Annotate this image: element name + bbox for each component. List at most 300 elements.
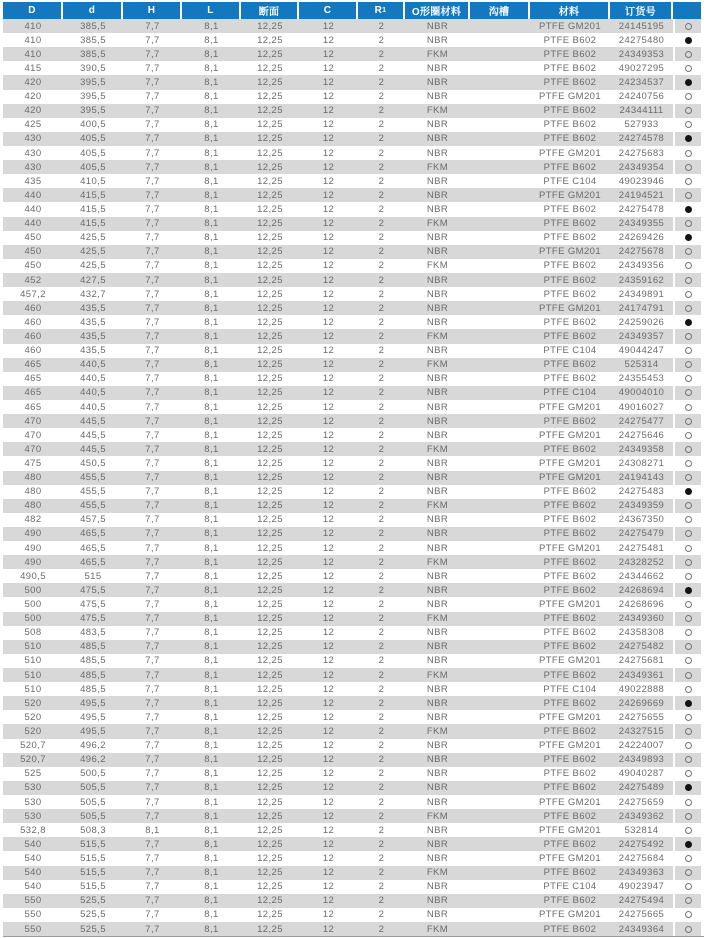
cell-order-number: 49022888 bbox=[610, 682, 673, 696]
cell-availability-status bbox=[675, 90, 701, 104]
cell-availability-status bbox=[675, 442, 701, 456]
table-row bbox=[3, 90, 704, 104]
table-row bbox=[3, 245, 704, 259]
cell-oring-material: NBR bbox=[405, 33, 470, 47]
cell-D: 420 bbox=[3, 104, 63, 118]
cell-oring-material: NBR bbox=[405, 880, 470, 894]
cell-groove bbox=[470, 301, 530, 315]
cell-material: PTFE B602 bbox=[530, 781, 610, 795]
cell-material: PTFE GM201 bbox=[530, 710, 610, 724]
cell-order-number: 24275665 bbox=[610, 908, 673, 922]
cell-oring-material: NBR bbox=[405, 386, 470, 400]
column-header-label: 沟槽 bbox=[488, 7, 510, 18]
cell-C: 12 bbox=[299, 90, 358, 104]
cell-C: 12 bbox=[299, 527, 358, 541]
cell-groove bbox=[470, 33, 530, 47]
cell-R1: 2 bbox=[358, 555, 405, 569]
cell-H: 7,7 bbox=[123, 710, 182, 724]
cell-availability-status bbox=[675, 654, 701, 668]
cell-oring-material: FKM bbox=[405, 724, 470, 738]
cell-order-number: 24349358 bbox=[610, 442, 673, 456]
cell-material: PTFE B602 bbox=[530, 414, 610, 428]
cell-availability-status bbox=[675, 597, 701, 611]
cell-oring-material: FKM bbox=[405, 809, 470, 823]
open-circle-icon bbox=[685, 361, 692, 368]
cell-D: 540 bbox=[3, 866, 63, 880]
table-row bbox=[3, 837, 704, 851]
cell-order-number: 24349361 bbox=[610, 668, 673, 682]
cell-oring-material: NBR bbox=[405, 527, 470, 541]
cell-material: PTFE B602 bbox=[530, 329, 610, 343]
cell-L: 8,1 bbox=[182, 795, 241, 809]
open-circle-icon bbox=[685, 375, 692, 382]
cell-order-number: 24275646 bbox=[610, 428, 673, 442]
cell-D: 470 bbox=[3, 414, 63, 428]
cell-C: 12 bbox=[299, 597, 358, 611]
cell-material: PTFE B602 bbox=[530, 485, 610, 499]
cell-oring-material: NBR bbox=[405, 640, 470, 654]
cell-duanmian: 12,25 bbox=[241, 513, 299, 527]
cell-H: 7,7 bbox=[123, 880, 182, 894]
cell-D: 500 bbox=[3, 597, 63, 611]
cell-oring-material: NBR bbox=[405, 894, 470, 908]
cell-C: 12 bbox=[299, 61, 358, 75]
cell-d: 515 bbox=[63, 569, 123, 583]
cell-R1: 2 bbox=[358, 132, 405, 146]
table-row bbox=[3, 118, 704, 132]
open-circle-icon bbox=[685, 220, 692, 227]
cell-order-number: 24349353 bbox=[610, 47, 673, 61]
cell-R1: 2 bbox=[358, 499, 405, 513]
cell-duanmian: 12,25 bbox=[241, 202, 299, 216]
cell-H: 7,7 bbox=[123, 668, 182, 682]
cell-material: PTFE C104 bbox=[530, 880, 610, 894]
cell-material: PTFE B602 bbox=[530, 866, 610, 880]
cell-groove bbox=[470, 527, 530, 541]
cell-D: 430 bbox=[3, 146, 63, 160]
cell-L: 8,1 bbox=[182, 118, 241, 132]
cell-order-number: 24349356 bbox=[610, 259, 673, 273]
cell-groove bbox=[470, 217, 530, 231]
filled-circle-icon bbox=[685, 234, 692, 241]
cell-L: 8,1 bbox=[182, 75, 241, 89]
cell-groove bbox=[470, 866, 530, 880]
open-circle-icon bbox=[685, 121, 692, 128]
cell-availability-status bbox=[675, 456, 701, 470]
cell-H: 7,7 bbox=[123, 866, 182, 880]
cell-D: 540 bbox=[3, 851, 63, 865]
cell-groove bbox=[470, 75, 530, 89]
cell-D: 465 bbox=[3, 386, 63, 400]
open-circle-icon bbox=[685, 404, 692, 411]
cell-d: 505,5 bbox=[63, 795, 123, 809]
cell-d: 496,2 bbox=[63, 753, 123, 767]
table-row bbox=[3, 513, 704, 527]
cell-duanmian: 12,25 bbox=[241, 527, 299, 541]
cell-duanmian: 12,25 bbox=[241, 541, 299, 555]
cell-H: 7,7 bbox=[123, 132, 182, 146]
cell-oring-material: FKM bbox=[405, 866, 470, 880]
cell-material: PTFE GM201 bbox=[530, 795, 610, 809]
cell-d: 485,5 bbox=[63, 640, 123, 654]
cell-material: PTFE B602 bbox=[530, 922, 610, 936]
cell-availability-status bbox=[675, 245, 701, 259]
cell-oring-material: NBR bbox=[405, 428, 470, 442]
cell-material: PTFE B602 bbox=[530, 160, 610, 174]
cell-groove bbox=[470, 908, 530, 922]
cell-R1: 2 bbox=[358, 767, 405, 781]
cell-C: 12 bbox=[299, 654, 358, 668]
cell-availability-status bbox=[675, 682, 701, 696]
cell-H: 7,7 bbox=[123, 922, 182, 936]
cell-duanmian: 12,25 bbox=[241, 414, 299, 428]
cell-D: 530 bbox=[3, 781, 63, 795]
cell-L: 8,1 bbox=[182, 160, 241, 174]
cell-L: 8,1 bbox=[182, 654, 241, 668]
cell-order-number: 49016027 bbox=[610, 400, 673, 414]
open-circle-icon bbox=[685, 672, 692, 679]
cell-D: 530 bbox=[3, 795, 63, 809]
cell-order-number: 24269669 bbox=[610, 696, 673, 710]
cell-d: 450,5 bbox=[63, 456, 123, 470]
cell-R1: 2 bbox=[358, 414, 405, 428]
cell-oring-material: FKM bbox=[405, 217, 470, 231]
filled-circle-icon bbox=[685, 841, 692, 848]
cell-H: 7,7 bbox=[123, 555, 182, 569]
open-circle-icon bbox=[685, 573, 692, 580]
cell-duanmian: 12,25 bbox=[241, 668, 299, 682]
open-circle-icon bbox=[685, 262, 692, 269]
cell-L: 8,1 bbox=[182, 174, 241, 188]
cell-C: 12 bbox=[299, 710, 358, 724]
cell-R1: 2 bbox=[358, 146, 405, 160]
cell-D: 510 bbox=[3, 654, 63, 668]
cell-L: 8,1 bbox=[182, 866, 241, 880]
cell-material: PTFE GM201 bbox=[530, 739, 610, 753]
cell-duanmian: 12,25 bbox=[241, 245, 299, 259]
cell-duanmian: 12,25 bbox=[241, 456, 299, 470]
cell-H: 7,7 bbox=[123, 851, 182, 865]
cell-R1: 2 bbox=[358, 456, 405, 470]
cell-R1: 2 bbox=[358, 174, 405, 188]
cell-groove bbox=[470, 696, 530, 710]
open-circle-icon bbox=[685, 827, 692, 834]
cell-D: 440 bbox=[3, 202, 63, 216]
cell-material: PTFE B602 bbox=[530, 118, 610, 132]
cell-D: 452 bbox=[3, 273, 63, 287]
cell-order-number: 527933 bbox=[610, 118, 673, 132]
filled-circle-icon bbox=[685, 319, 692, 326]
cell-material: PTFE GM201 bbox=[530, 456, 610, 470]
cell-oring-material: NBR bbox=[405, 118, 470, 132]
cell-R1: 2 bbox=[358, 739, 405, 753]
cell-L: 8,1 bbox=[182, 513, 241, 527]
cell-C: 12 bbox=[299, 668, 358, 682]
cell-H: 7,7 bbox=[123, 781, 182, 795]
cell-R1: 2 bbox=[358, 259, 405, 273]
cell-C: 12 bbox=[299, 569, 358, 583]
cell-H: 7,7 bbox=[123, 569, 182, 583]
cell-groove bbox=[470, 880, 530, 894]
cell-duanmian: 12,25 bbox=[241, 597, 299, 611]
cell-groove bbox=[470, 795, 530, 809]
table-row bbox=[3, 809, 704, 823]
cell-R1: 2 bbox=[358, 19, 405, 33]
cell-groove bbox=[470, 485, 530, 499]
table-row bbox=[3, 259, 704, 273]
cell-availability-status bbox=[675, 231, 701, 245]
cell-oring-material: FKM bbox=[405, 555, 470, 569]
cell-H: 7,7 bbox=[123, 837, 182, 851]
cell-R1: 2 bbox=[358, 837, 405, 851]
cell-oring-material: NBR bbox=[405, 301, 470, 315]
cell-L: 8,1 bbox=[182, 428, 241, 442]
cell-R1: 2 bbox=[358, 866, 405, 880]
cell-order-number: 24234537 bbox=[610, 75, 673, 89]
cell-L: 8,1 bbox=[182, 908, 241, 922]
cell-duanmian: 12,25 bbox=[241, 922, 299, 936]
cell-R1: 2 bbox=[358, 922, 405, 936]
open-circle-icon bbox=[685, 164, 692, 171]
cell-duanmian: 12,25 bbox=[241, 160, 299, 174]
cell-H: 7,7 bbox=[123, 682, 182, 696]
cell-d: 435,5 bbox=[63, 344, 123, 358]
cell-R1: 2 bbox=[358, 61, 405, 75]
cell-R1: 2 bbox=[358, 358, 405, 372]
cell-material: PTFE B602 bbox=[530, 273, 610, 287]
cell-L: 8,1 bbox=[182, 668, 241, 682]
cell-d: 405,5 bbox=[63, 132, 123, 146]
cell-d: 483,5 bbox=[63, 626, 123, 640]
cell-D: 420 bbox=[3, 90, 63, 104]
cell-L: 8,1 bbox=[182, 753, 241, 767]
cell-groove bbox=[470, 555, 530, 569]
cell-availability-status bbox=[675, 626, 701, 640]
cell-availability-status bbox=[675, 555, 701, 569]
cell-D: 520 bbox=[3, 710, 63, 724]
open-circle-icon bbox=[685, 107, 692, 114]
cell-oring-material: FKM bbox=[405, 47, 470, 61]
cell-d: 427,5 bbox=[63, 273, 123, 287]
cell-availability-status bbox=[675, 132, 701, 146]
open-circle-icon bbox=[685, 65, 692, 72]
table-row bbox=[3, 414, 704, 428]
cell-order-number: 24268696 bbox=[610, 597, 673, 611]
cell-d: 475,5 bbox=[63, 612, 123, 626]
cell-C: 12 bbox=[299, 485, 358, 499]
table-row bbox=[3, 555, 704, 569]
cell-R1: 2 bbox=[358, 597, 405, 611]
cell-D: 500 bbox=[3, 583, 63, 597]
cell-R1: 2 bbox=[358, 513, 405, 527]
cell-material: PTFE B602 bbox=[530, 75, 610, 89]
cell-order-number: 49040287 bbox=[610, 767, 673, 781]
cell-duanmian: 12,25 bbox=[241, 823, 299, 837]
cell-R1: 2 bbox=[358, 612, 405, 626]
cell-material: PTFE B602 bbox=[530, 894, 610, 908]
cell-R1: 2 bbox=[358, 400, 405, 414]
table-row bbox=[3, 273, 704, 287]
cell-C: 12 bbox=[299, 809, 358, 823]
cell-R1: 2 bbox=[358, 809, 405, 823]
cell-d: 415,5 bbox=[63, 188, 123, 202]
cell-material: PTFE B602 bbox=[530, 837, 610, 851]
cell-H: 7,7 bbox=[123, 386, 182, 400]
cell-oring-material: NBR bbox=[405, 851, 470, 865]
cell-H: 7,7 bbox=[123, 626, 182, 640]
cell-D: 440 bbox=[3, 188, 63, 202]
cell-material: PTFE B602 bbox=[530, 287, 610, 301]
open-circle-icon bbox=[685, 926, 692, 933]
filled-circle-icon bbox=[685, 37, 692, 44]
cell-material: PTFE B602 bbox=[530, 724, 610, 738]
cell-D: 460 bbox=[3, 344, 63, 358]
cell-d: 505,5 bbox=[63, 781, 123, 795]
open-circle-icon bbox=[685, 883, 692, 890]
cell-oring-material: NBR bbox=[405, 597, 470, 611]
cell-H: 7,7 bbox=[123, 513, 182, 527]
cell-material: PTFE B602 bbox=[530, 527, 610, 541]
cell-H: 7,7 bbox=[123, 456, 182, 470]
cell-oring-material: NBR bbox=[405, 19, 470, 33]
cell-oring-material: NBR bbox=[405, 908, 470, 922]
open-circle-icon bbox=[685, 502, 692, 509]
cell-groove bbox=[470, 894, 530, 908]
cell-L: 8,1 bbox=[182, 132, 241, 146]
cell-groove bbox=[470, 202, 530, 216]
cell-material: PTFE GM201 bbox=[530, 19, 610, 33]
table-row bbox=[3, 767, 704, 781]
column-header-groove bbox=[470, 2, 530, 19]
cell-order-number: 24224007 bbox=[610, 739, 673, 753]
cell-duanmian: 12,25 bbox=[241, 569, 299, 583]
table-row bbox=[3, 202, 704, 216]
cell-duanmian: 12,25 bbox=[241, 146, 299, 160]
cell-duanmian: 12,25 bbox=[241, 61, 299, 75]
cell-duanmian: 12,25 bbox=[241, 75, 299, 89]
cell-material: PTFE GM201 bbox=[530, 400, 610, 414]
cell-D: 465 bbox=[3, 358, 63, 372]
cell-R1: 2 bbox=[358, 301, 405, 315]
cell-H: 7,7 bbox=[123, 809, 182, 823]
cell-L: 8,1 bbox=[182, 569, 241, 583]
cell-R1: 2 bbox=[358, 386, 405, 400]
cell-R1: 2 bbox=[358, 90, 405, 104]
cell-H: 7,7 bbox=[123, 75, 182, 89]
table-row bbox=[3, 456, 704, 470]
cell-H: 7,7 bbox=[123, 583, 182, 597]
cell-L: 8,1 bbox=[182, 456, 241, 470]
cell-D: 510 bbox=[3, 640, 63, 654]
open-circle-icon bbox=[685, 686, 692, 693]
cell-R1: 2 bbox=[358, 583, 405, 597]
table-row bbox=[3, 583, 704, 597]
cell-D: 410 bbox=[3, 33, 63, 47]
cell-C: 12 bbox=[299, 456, 358, 470]
table-row bbox=[3, 287, 704, 301]
cell-oring-material: NBR bbox=[405, 414, 470, 428]
column-header-oring-material bbox=[405, 2, 470, 19]
cell-C: 12 bbox=[299, 640, 358, 654]
cell-availability-status bbox=[675, 739, 701, 753]
cell-C: 12 bbox=[299, 231, 358, 245]
cell-C: 12 bbox=[299, 287, 358, 301]
cell-L: 8,1 bbox=[182, 640, 241, 654]
cell-H: 7,7 bbox=[123, 90, 182, 104]
cell-C: 12 bbox=[299, 217, 358, 231]
cell-material: PTFE GM201 bbox=[530, 471, 610, 485]
open-circle-icon bbox=[685, 813, 692, 820]
cell-d: 435,5 bbox=[63, 301, 123, 315]
cell-availability-status bbox=[675, 428, 701, 442]
open-circle-icon bbox=[685, 23, 692, 30]
cell-duanmian: 12,25 bbox=[241, 315, 299, 329]
cell-oring-material: NBR bbox=[405, 344, 470, 358]
cell-duanmian: 12,25 bbox=[241, 908, 299, 922]
cell-L: 8,1 bbox=[182, 894, 241, 908]
table-row bbox=[3, 174, 704, 188]
cell-d: 525,5 bbox=[63, 922, 123, 936]
cell-duanmian: 12,25 bbox=[241, 626, 299, 640]
cell-availability-status bbox=[675, 400, 701, 414]
table-row bbox=[3, 315, 704, 329]
cell-C: 12 bbox=[299, 866, 358, 880]
cell-H: 7,7 bbox=[123, 146, 182, 160]
cell-material: PTFE B602 bbox=[530, 372, 610, 386]
cell-groove bbox=[470, 569, 530, 583]
cell-availability-status bbox=[675, 75, 701, 89]
cell-duanmian: 12,25 bbox=[241, 471, 299, 485]
cell-groove bbox=[470, 499, 530, 513]
column-header-label: R bbox=[374, 5, 383, 16]
cell-duanmian: 12,25 bbox=[241, 767, 299, 781]
cell-L: 8,1 bbox=[182, 880, 241, 894]
cell-groove bbox=[470, 19, 530, 33]
cell-order-number: 24275482 bbox=[610, 640, 673, 654]
cell-H: 7,7 bbox=[123, 372, 182, 386]
cell-duanmian: 12,25 bbox=[241, 640, 299, 654]
cell-L: 8,1 bbox=[182, 442, 241, 456]
cell-R1: 2 bbox=[358, 781, 405, 795]
cell-duanmian: 12,25 bbox=[241, 809, 299, 823]
cell-H: 7,7 bbox=[123, 174, 182, 188]
open-circle-icon bbox=[685, 150, 692, 157]
cell-D: 450 bbox=[3, 231, 63, 245]
cell-d: 415,5 bbox=[63, 217, 123, 231]
cell-C: 12 bbox=[299, 160, 358, 174]
cell-D: 510 bbox=[3, 682, 63, 696]
cell-material: PTFE B602 bbox=[530, 104, 610, 118]
cell-availability-status bbox=[675, 301, 701, 315]
cell-L: 8,1 bbox=[182, 739, 241, 753]
cell-d: 435,5 bbox=[63, 315, 123, 329]
cell-C: 12 bbox=[299, 315, 358, 329]
cell-C: 12 bbox=[299, 739, 358, 753]
cell-d: 515,5 bbox=[63, 837, 123, 851]
cell-C: 12 bbox=[299, 75, 358, 89]
table-row bbox=[3, 485, 704, 499]
cell-groove bbox=[470, 231, 530, 245]
table-row bbox=[3, 908, 704, 922]
cell-order-number: 24308271 bbox=[610, 456, 673, 470]
table-row bbox=[3, 47, 704, 61]
cell-duanmian: 12,25 bbox=[241, 329, 299, 343]
cell-oring-material: NBR bbox=[405, 90, 470, 104]
cell-C: 12 bbox=[299, 301, 358, 315]
cell-order-number: 24275655 bbox=[610, 710, 673, 724]
table-row bbox=[3, 75, 704, 89]
cell-d: 495,5 bbox=[63, 710, 123, 724]
